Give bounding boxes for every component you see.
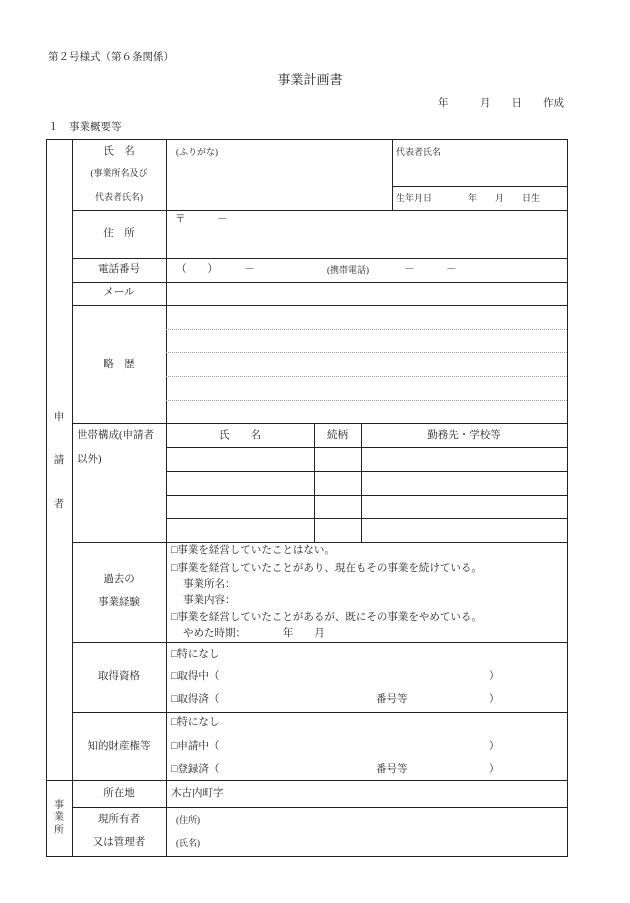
owner-label-line-2: 又は管理者 [92,837,146,848]
ip-option-none: □特になし [171,717,220,728]
row-divider [72,423,567,424]
owner-label-line-1: 現所有者 [98,814,140,825]
row-divider [72,807,567,808]
intellectual-property-label: 知的財産権等 [87,741,151,752]
household-row-divider [166,495,567,496]
applicant-side-label-1: 申 [53,412,65,423]
owner-name-hint: (氏名) [176,838,200,848]
name-cell-divider [392,139,393,210]
row-divider [72,305,567,306]
past-experience-label-line-1: 過去の [103,574,135,585]
career-dotted-rule [166,376,567,377]
section-divider [46,780,567,781]
representative-label: 代表者氏名 [396,147,442,157]
form-number: 第２号様式（第６条関係） [48,52,174,63]
business-name-label: 事業所名： [183,579,236,590]
qualification-option-in-progress: □取得中（ [171,671,220,682]
applicant-side-label-2: 請 [53,455,65,466]
location-label: 所在地 [103,788,135,799]
qualification-option-none: □特になし [171,649,220,660]
ip-number-label: 番号等 [376,764,408,775]
past-experience-label-line-2: 事業経験 [98,597,140,608]
household-row-divider [166,447,567,448]
career-dotted-rule [166,329,567,330]
page-title: 事業計画書 [277,72,343,87]
household-label-line-1: 世帯構成(申請者 [77,430,154,441]
row-divider [72,282,567,283]
qualification-close-paren: ） [489,671,500,682]
ip-close-paren: ） [489,741,500,752]
row-divider [72,210,567,211]
site-side-label-3: 所 [54,825,64,836]
household-label-line-2: 以外) [77,454,102,465]
section-heading: １ 事業概要等 [48,122,122,133]
household-row-divider [166,471,567,472]
household-col-workplace: 勤務先・学校等 [427,430,501,441]
career-label: 略 歴 [103,359,135,370]
furigana-hint: (ふりがな) [176,147,218,157]
site-side-label-2: 業 [54,812,64,823]
ip-option-registered: □登録済（ [171,764,220,775]
name-label: 氏 名 [103,146,135,157]
mobile-line: － － [404,264,457,275]
phone-label: 電話番号 [98,264,140,275]
option-no-experience: □事業を経営していたことはない。 [171,545,335,556]
ended-when-line: やめた時期： 年 月 [183,628,325,639]
household-col-relation: 続柄 [327,430,348,441]
email-label: メール [103,287,135,298]
name-label-note-1: (事業所名及び [90,168,148,178]
name-label-note-2: 代表者氏名) [95,192,143,202]
creation-date-line: 年 月 日 作成 [438,98,564,109]
applicant-side-label-3: 者 [53,499,65,510]
option-ongoing-business: □事業を経営していたことがあり、現在もその事業を続けている。 [171,563,482,574]
row-divider [72,712,567,713]
label-column-divider [166,139,167,857]
mobile-label: (携帯電話) [327,265,369,275]
qualification-close-paren: ） [489,694,500,705]
business-content-label: 事業内容： [183,595,236,606]
qualification-option-acquired: □取得済（ [171,694,220,705]
row-divider [72,542,567,543]
household-col-name: 氏 名 [219,430,261,441]
qualification-number-label: 番号等 [376,694,408,705]
representative-birthdate-divider [392,186,567,187]
qualifications-label: 取得資格 [98,671,140,682]
career-dotted-rule [166,400,567,401]
row-divider [72,642,567,643]
location-value: 木古内町字 [171,788,224,799]
site-side-label-1: 事 [54,800,64,811]
address-label: 住 所 [103,228,135,239]
row-divider [72,258,567,259]
birthdate-line: 生年月日 年 月 日生 [396,193,541,203]
landline-line: （ ） － [176,264,255,275]
ip-close-paren: ） [489,764,500,775]
household-row-divider [166,518,567,519]
career-dotted-rule [166,352,567,353]
option-ended-business: □事業を経営していたことがあるが、既にその事業をやめている。 [171,612,482,623]
owner-address-hint: (住所) [176,815,200,825]
postal-code-line: 〒 － [175,214,228,225]
ip-option-pending: □申請中（ [171,741,220,752]
